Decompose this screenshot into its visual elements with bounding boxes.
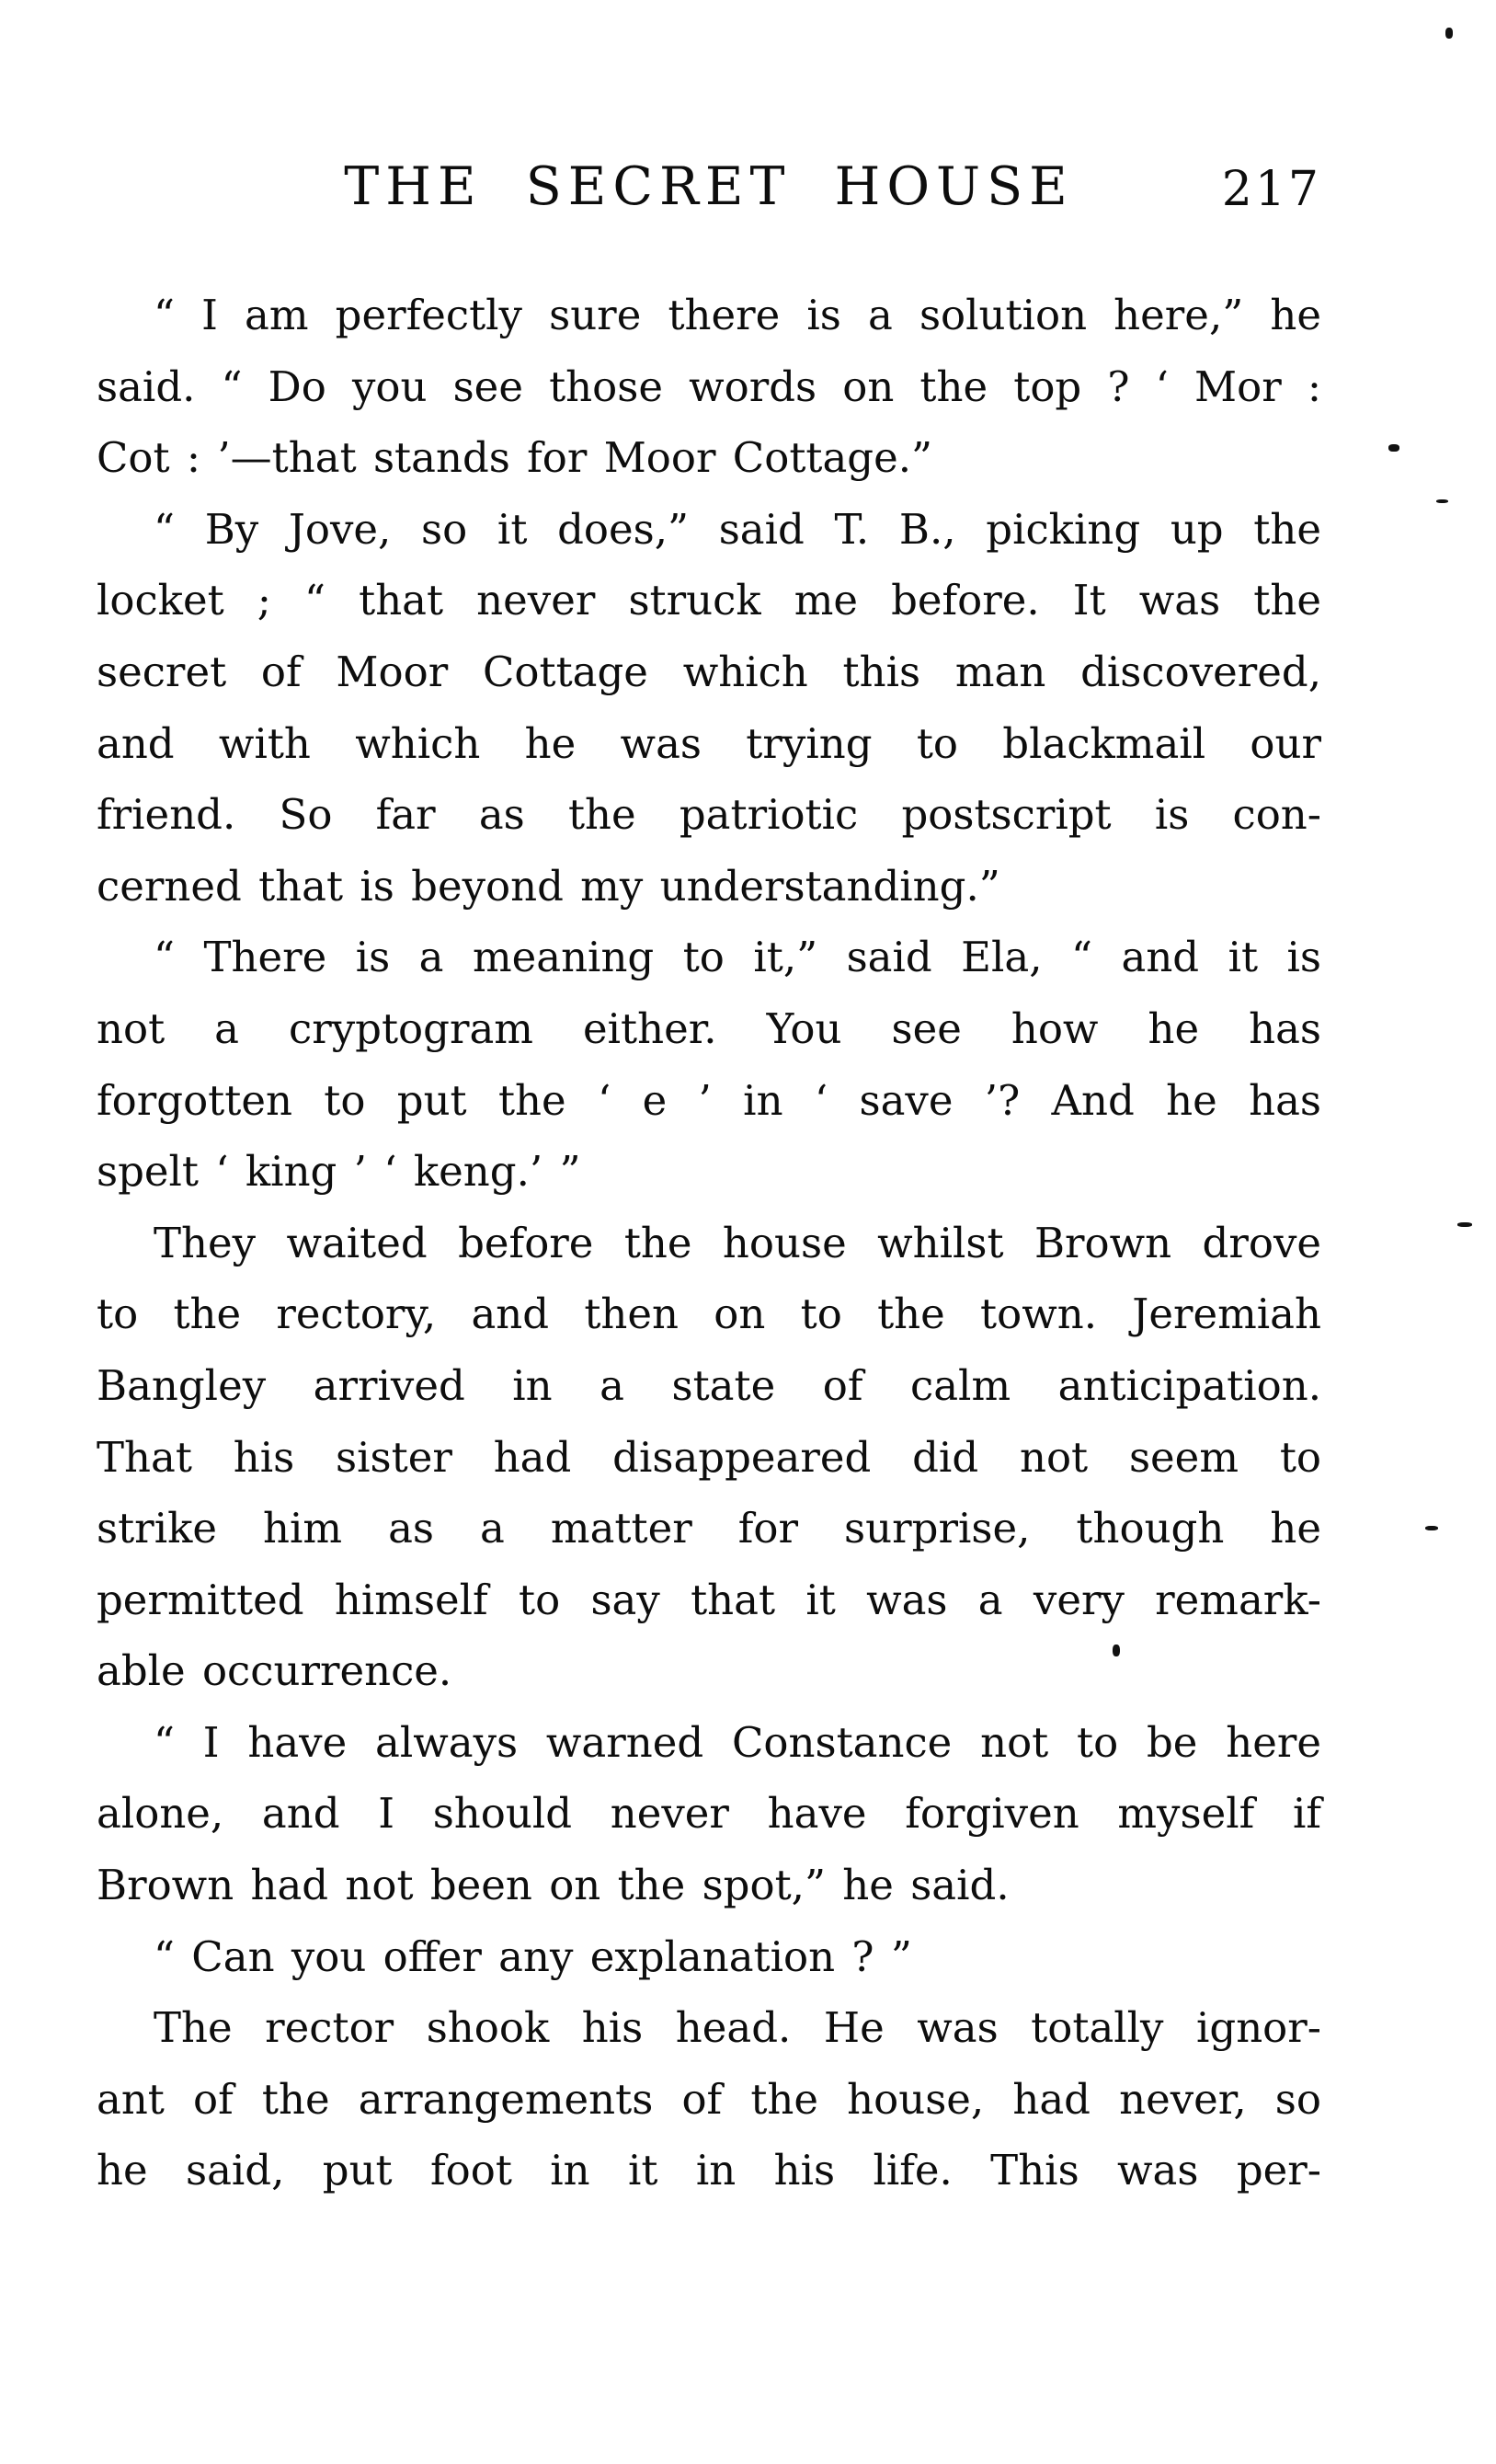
text-line: Bangley arrived in a state of calm anticipation. — [97, 1360, 1321, 1410]
ink-speck — [1388, 444, 1399, 452]
ink-speck — [1457, 1222, 1472, 1227]
text-line: ant of the arrangements of the house, had never, so — [97, 2074, 1321, 2124]
text-line: able occurrence. — [97, 1646, 452, 1696]
ink-speck — [1436, 499, 1448, 503]
body-text — [97, 280, 1321, 2206]
ink-speck — [1445, 28, 1453, 39]
text-line: That his sister had disappeared did not seem to — [97, 1432, 1321, 1482]
text-line: locket ; “ that never struck me before. It was the — [97, 576, 1321, 625]
text-line: Brown had not been on the spot,” he said. — [97, 1861, 1010, 1910]
ink-speck — [1425, 1526, 1438, 1530]
text-line: “ By Jove, so it does,” said T. B., picking up the — [154, 504, 1321, 554]
page-number: 217 — [1221, 162, 1321, 217]
text-line: spelt ‘ king ’ ‘ keng.’ ” — [97, 1147, 581, 1197]
text-line: to the rectory, and then on to the town. Jeremiah — [97, 1289, 1321, 1339]
text-line: friend. So far as the patriotic postscript is con- — [97, 790, 1321, 840]
running-head — [97, 156, 1321, 221]
text-line: Cot : ’—that stands for Moor Cottage.” — [97, 433, 933, 483]
text-line: “ I am perfectly sure there is a solution here,” he — [154, 291, 1321, 339]
text-line: he said, put foot in it in his life. This was per- — [97, 2146, 1321, 2195]
text-line: They waited before the house whilst Brown drove — [154, 1218, 1321, 1267]
text-line: not a cryptogram either. You see how he has — [97, 1003, 1321, 1053]
text-line: alone, and I should never have forgiven myself if — [97, 1789, 1321, 1839]
text-line: “ I have always warned Constance not to be here — [154, 1717, 1321, 1767]
text-line: The rector shook his head. He was totally ignor- — [154, 2003, 1321, 2053]
text-line: said. “ Do you see those words on the top ? ‘ Mor : — [97, 361, 1321, 411]
page-title: THE SECRET HOUSE — [344, 156, 1074, 217]
text-line: forgotten to put the ‘ e ’ in ‘ save ’? And he has — [97, 1075, 1321, 1125]
text-line: “ Can you offer any explanation ? ” — [154, 1931, 912, 1981]
text-line: “ There is a meaning to it,” said Ela, “ and it is — [154, 933, 1321, 982]
text-line: secret of Moor Cottage which this man discovered, — [97, 647, 1321, 696]
ink-speck — [1113, 1645, 1120, 1656]
text-line: and with which he was trying to blackmail our — [97, 718, 1321, 768]
text-line: permitted himself to say that it was a very remark- — [97, 1575, 1321, 1624]
text-line: strike him as a matter for surprise, though he — [97, 1504, 1321, 1553]
text-line: cerned that is beyond my understanding.” — [97, 861, 1000, 911]
